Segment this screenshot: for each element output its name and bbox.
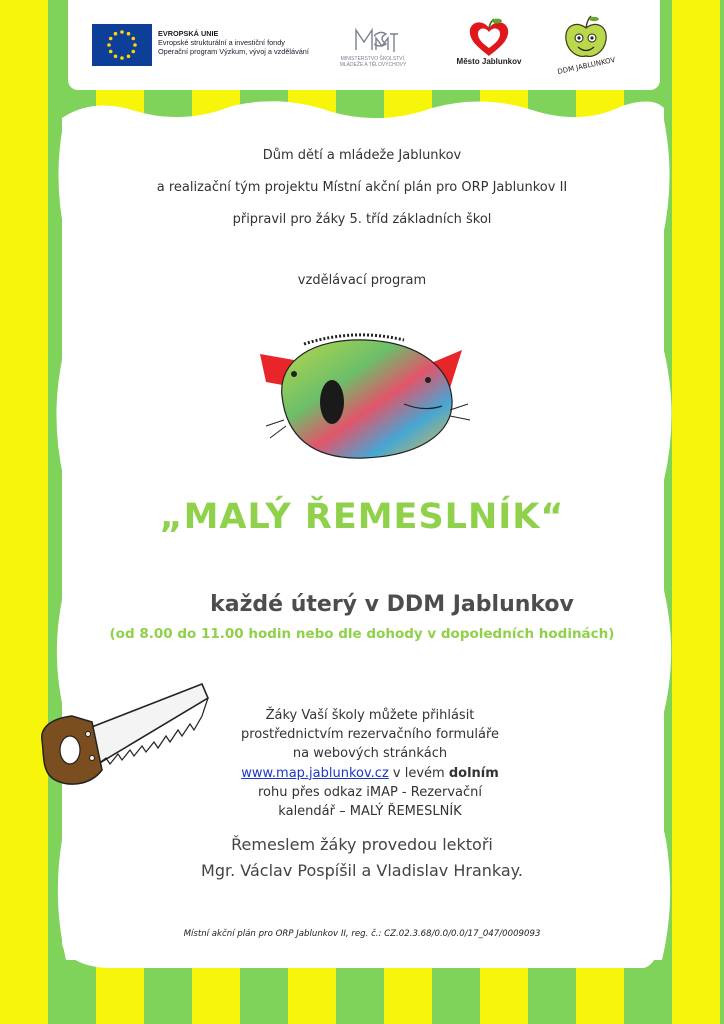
website-link[interactable]: www.map.jablunkov.cz xyxy=(241,765,389,781)
eu-logo-text: EVROPSKÁ UNIE Evropské strukturální a investiční fondy Operační program Výzkum, vývoj a vzdělávání xyxy=(158,29,309,56)
msmt-caption: MINISTERSTVO ŠKOLSTVÍ, MLÁDEŽE A TĚLOVÝCHOVY xyxy=(339,56,407,68)
registration-info: Žáky Vaší školy můžete přihlásit prostřednictvím rezervačního formuláře na webových stránkách www.map.jablunkov.cz v levém dolním rohu přes odkaz iMAP - Rezervační kalendář – MALÝ ŘEMESLNÍK xyxy=(240,708,500,820)
ddm-apple-logo-icon xyxy=(556,14,617,76)
program-label: vzdělávací program xyxy=(297,273,427,288)
eu-flag-icon xyxy=(92,24,152,66)
schedule-when: každé úterý v DDM Jablunkov xyxy=(210,592,574,617)
footer-project-reg: Místní akční plán pro ORP Jablunkov II, reg. č.: CZ.02.3.68/0.0/0.0/17_047/0009093 xyxy=(183,929,541,939)
schedule-hours: (od 8.00 do 11.00 hodin nebo dle dohody v dopoledních hodinách) xyxy=(109,626,615,642)
intro-line-2: a realizační tým projektu Místní akční plán pro ORP Jablunkov II xyxy=(156,180,568,195)
fish-drawing-icon xyxy=(254,330,478,470)
intro-line-3: připravil pro žáky 5. tříd základních škol xyxy=(232,212,492,227)
poster-title: „MALÝ ŘEMESLNÍK“ xyxy=(159,497,565,537)
intro-line-1: Dům dětí a mládeže Jablunkov xyxy=(262,148,462,163)
mesto-caption: Město Jablunkov xyxy=(456,57,522,66)
svg-text:DDM JABLUNKOV: DDM JABLUNKOV xyxy=(556,55,617,76)
lectors-info: Řemeslem žáky provedou lektoři Mgr. Václav Pospíšil a Vladislav Hrankay. xyxy=(201,835,523,880)
apple-heart-logo-icon xyxy=(464,16,514,58)
saw-drawing-icon xyxy=(36,678,212,796)
